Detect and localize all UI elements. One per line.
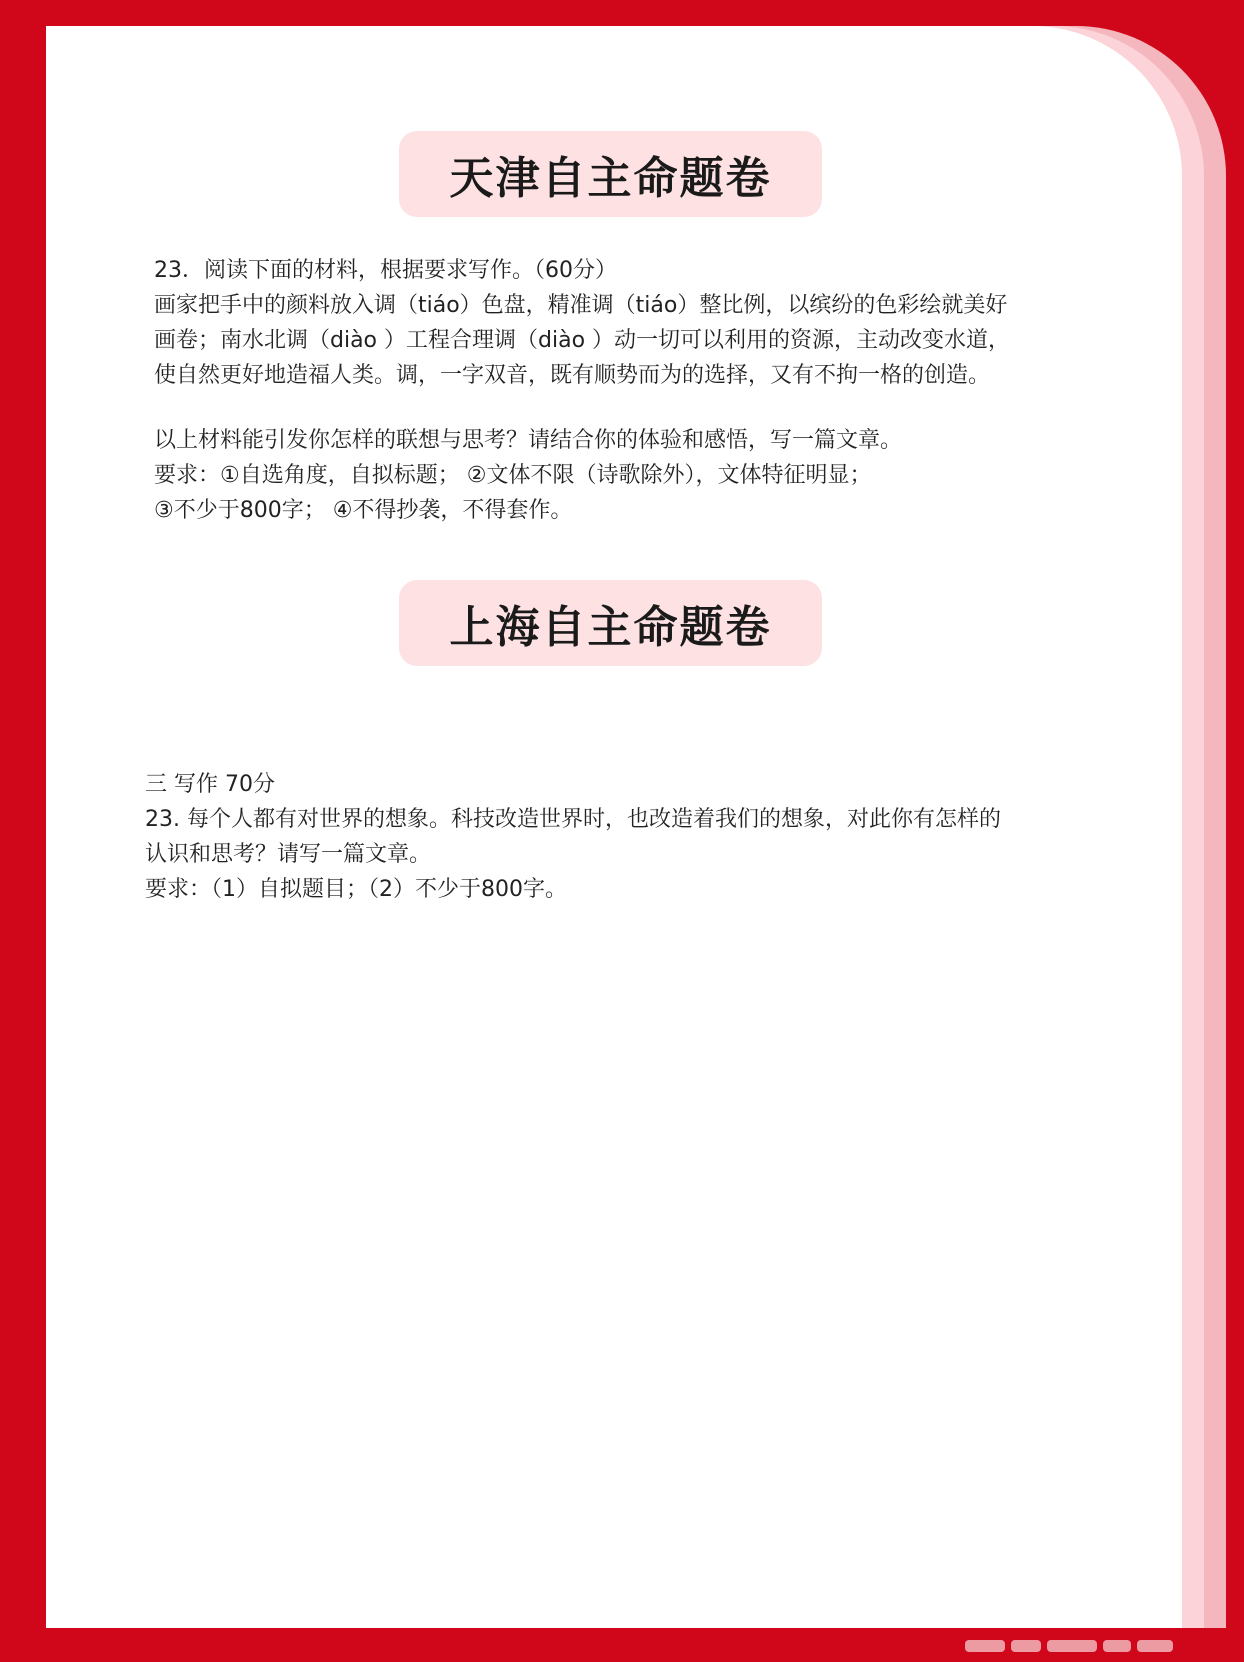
question-line: 23．阅读下面的材料，根据要求写作。（60分）: [154, 258, 617, 283]
watermark: [965, 1636, 1175, 1656]
paragraph-gap: [154, 393, 1010, 423]
requirement-line: 要求：（1）自拟题目；（2）不少于800字。: [145, 877, 567, 902]
shanghai-section-title: 上海自主命题卷: [399, 580, 822, 666]
question-line: 三 写作 70分: [145, 772, 275, 797]
question-line: 23. 每个人都有对世界的想象。科技改造世界时，也改造着我们的想象，对此你有怎样的: [145, 807, 1001, 832]
tianjin-section-title: 天津自主命题卷: [399, 131, 822, 217]
requirement-line: ③不少于800字； ④不得抄袭，不得套作。: [154, 498, 573, 523]
question-line: 画家把手中的颜料放入调（tiáo）色盘，精准调（tiáo）整比例，以缤纷的色彩绘就美好: [154, 293, 1008, 318]
question-line: 认识和思考？请写一篇文章。: [145, 842, 432, 867]
tianjin-question: [154, 253, 1010, 528]
shanghai-question: [145, 767, 1001, 907]
question-line: 画卷；南水北调（diào ）工程合理调（diào ）动一切可以利用的资源，主动改变水道，: [154, 328, 1011, 353]
requirement-line: 要求：①自选角度，自拟标题； ②文体不限（诗歌除外），文体特征明显；: [154, 463, 872, 488]
question-line: 以上材料能引发你怎样的联想与思考？请结合你的体验和感悟，写一篇文章。: [154, 428, 903, 453]
question-line: 使自然更好地造福人类。调，一字双音，既有顺势而为的选择，又有不拘一格的创造。: [154, 363, 991, 388]
